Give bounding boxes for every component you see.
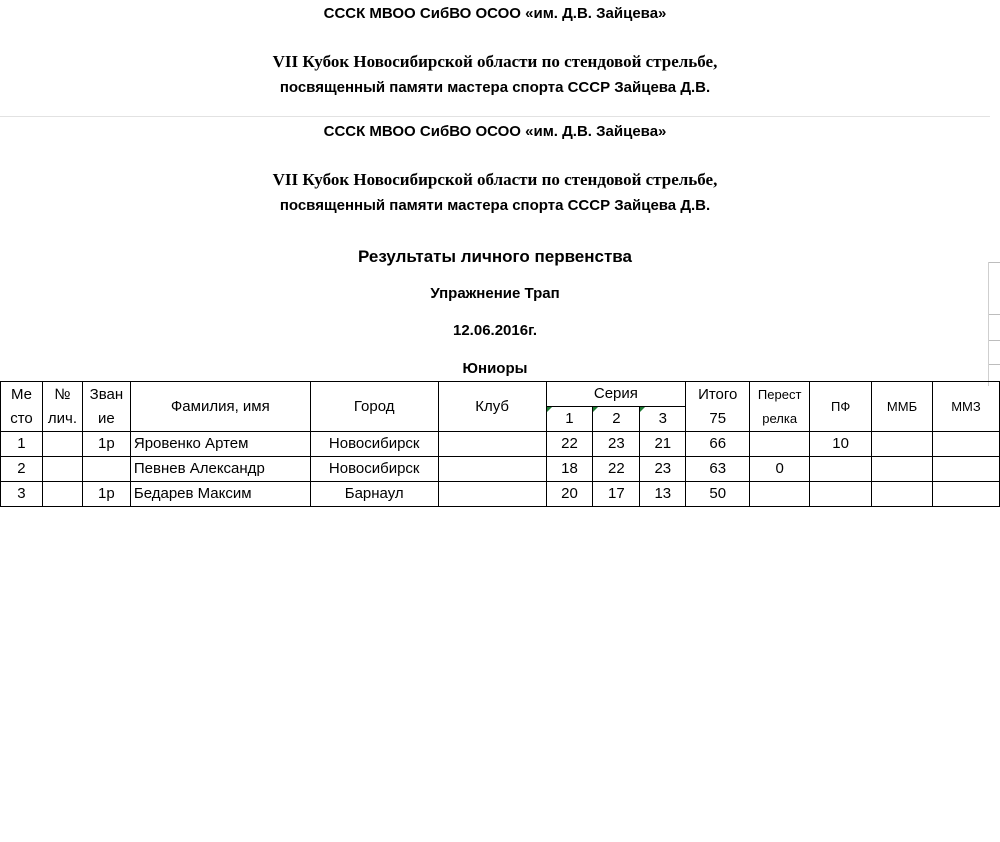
cell-mmz <box>932 432 999 457</box>
header-city: Город <box>310 382 438 432</box>
adjacent-table-edge <box>988 262 1000 386</box>
table-header-row <box>1 382 1000 407</box>
cell-place: 2 <box>1 457 43 482</box>
cell-series-3: 21 <box>640 432 686 457</box>
header-name: Фамилия, имя <box>130 382 310 432</box>
cell-club <box>438 457 546 482</box>
org-title-top: СССК МВОО СибВО ОСОО «им. Д.В. Зайцева» <box>323 5 667 22</box>
cell-mmb <box>872 457 933 482</box>
cup-title-line1: VII Кубок Новосибирской области по стендовой стрельбе, <box>272 170 718 189</box>
header-rank: Зван ие <box>82 382 130 432</box>
cell-rank: 1р <box>82 432 130 457</box>
cell-pf: 10 <box>810 432 872 457</box>
cell-mmz <box>932 482 999 507</box>
cell-city: Новосибирск <box>310 432 438 457</box>
org-title: СССК МВОО СибВО ОСОО «им. Д.В. Зайцева» <box>323 123 667 140</box>
cell-pf <box>810 457 872 482</box>
header-pf: ПФ <box>810 382 872 432</box>
cell-series-1: 20 <box>546 482 593 507</box>
cup-title-line2: посвященный памяти мастера спорта СССР Зайцева Д.В. <box>279 197 711 214</box>
header-series-1: 1 <box>546 407 593 432</box>
cell-mmb <box>872 482 933 507</box>
cell-place: 1 <box>1 432 43 457</box>
header-club: Клуб <box>438 382 546 432</box>
cell-mmb <box>872 432 933 457</box>
cell-series-1: 22 <box>546 432 593 457</box>
cell-shootoff: 0 <box>750 457 810 482</box>
cell-mmz <box>932 457 999 482</box>
cell-total: 50 <box>686 482 750 507</box>
cell-city: Барнаул <box>310 482 438 507</box>
cell-name: Певнев Александр <box>130 457 310 482</box>
header-place: Ме сто <box>1 382 43 432</box>
header-series-2: 2 <box>593 407 640 432</box>
cell-rank: 1р <box>82 482 130 507</box>
cell-series-2: 23 <box>593 432 640 457</box>
cell-series-2: 17 <box>593 482 640 507</box>
header-number: № лич. <box>42 382 82 432</box>
cell-club <box>438 482 546 507</box>
table-row <box>1 457 1000 482</box>
cell-number <box>42 432 82 457</box>
exercise-title: Упражнение Трап <box>430 285 560 302</box>
cell-total: 66 <box>686 432 750 457</box>
table-row <box>1 482 1000 507</box>
cell-series-1: 18 <box>546 457 593 482</box>
cell-total: 63 <box>686 457 750 482</box>
cell-pf <box>810 482 872 507</box>
header-mmb: ММБ <box>872 382 933 432</box>
cell-series-2: 22 <box>593 457 640 482</box>
cell-number <box>42 457 82 482</box>
header-mmz: ММЗ <box>932 382 999 432</box>
table-row <box>1 432 1000 457</box>
cell-shootoff <box>750 482 810 507</box>
date-label: 12.06.2016г. <box>453 322 537 339</box>
cell-rank <box>82 457 130 482</box>
cell-series-3: 13 <box>640 482 686 507</box>
cell-number <box>42 482 82 507</box>
cell-shootoff <box>750 432 810 457</box>
cell-club <box>438 432 546 457</box>
cell-name: Бедарев Максим <box>130 482 310 507</box>
page-separator <box>0 116 990 117</box>
cell-series-3: 23 <box>640 457 686 482</box>
category-label: Юниоры <box>462 360 528 377</box>
header-series: Серия <box>546 382 686 407</box>
cell-name: Яровенко Артем <box>130 432 310 457</box>
cell-place: 3 <box>1 482 43 507</box>
header-total: Итого 75 <box>686 382 750 432</box>
cell-city: Новосибирск <box>310 457 438 482</box>
header-shootoff: Перест релка <box>750 382 810 432</box>
header-series-3: 3 <box>640 407 686 432</box>
results-title: Результаты личного первенства <box>358 247 632 266</box>
cup-title-line1-top: VII Кубок Новосибирской области по стендовой стрельбе, <box>272 52 718 71</box>
results-table <box>0 381 1000 507</box>
cup-title-line2-top: посвященный памяти мастера спорта СССР Зайцева Д.В. <box>279 79 711 96</box>
